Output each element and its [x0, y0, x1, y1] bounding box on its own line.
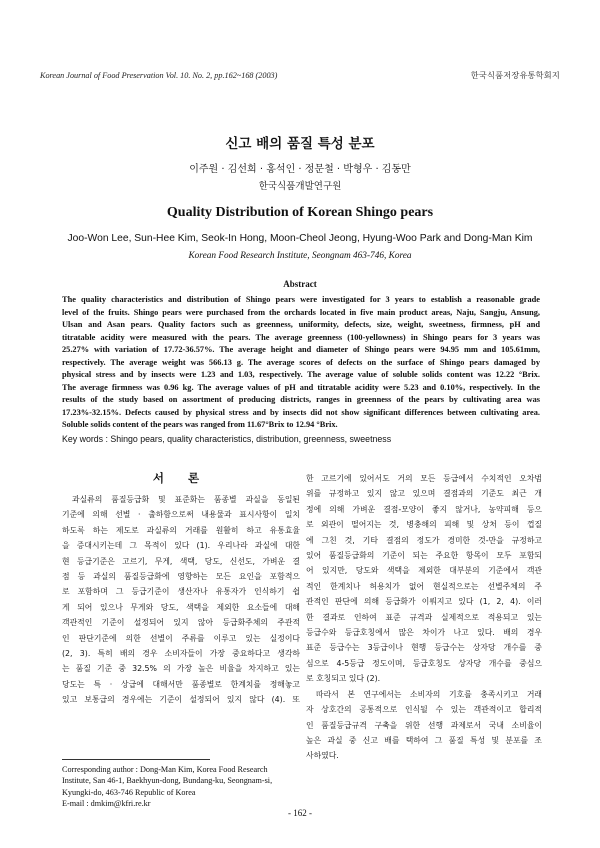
body-line: 높은 과실 중 신고 배를 택하여 그 품질 특성 및 분포를 조 — [306, 735, 542, 745]
body-line: 당도는 특 · 상급에 대해서만 품종별로 한계치를 정해놓고 — [62, 679, 300, 689]
body-line: 자 상호간의 공통적으로 인식될 수 있는 객관적이고 합리적 — [306, 705, 542, 715]
footnote-line: Kyungki-do, 463-746 Republic of Korea — [62, 787, 196, 797]
authors-korean: 이주원 · 김선희 · 홍석인 · 정문철 · 박형우 · 김동만 — [189, 164, 411, 175]
running-header — [40, 70, 560, 81]
footnote-line: Institute, San 46-1, Baekhyun-dong, Bundang-ku, Seongnam-si, — [62, 776, 273, 786]
body-line: 한 고르기에 있어서도 거의 모든 등급에서 수치적인 오차범 — [306, 474, 542, 483]
body-line: 에 그친 것, 기타 결점의 정도가 경미한 것-만을 규정하고 — [306, 535, 542, 545]
authors-english: Joo-Won Lee, Sun-Hee Kim, Seok-In Hong, Moon-Cheol Jeong, Hyung-Woo Park and Dong-Man Kim — [67, 233, 533, 244]
body-line: 위를 규정하고 있지 않고 있으며 결점과의 기준도 최근 개 — [306, 489, 542, 499]
body-line: 과실류의 품질등급화 및 표준화는 품종별 과실을 동일된 — [72, 495, 300, 504]
body-line: 점 등 과실의 품질등급화에 영향하는 모든 요인을 포함적으 — [62, 572, 300, 582]
body-line: 있어 품질등급화의 기준이 되는 주요한 항목이 모두 포함되 — [306, 551, 542, 561]
keywords-label: Key words : — [62, 434, 108, 444]
body-line: 기준에 의해 선별 · 출하함으로써 내용물과 표시사항이 일치 — [62, 510, 300, 520]
title-english: Quality Distribution of Korean Shingo pears — [166, 205, 434, 220]
body-line: 로 외관이 떨어지는 것, 병충해의 피해 및 상처 등이 껍질 — [306, 520, 542, 530]
body-line: 따라서 본 연구에서는 소비자의 기호를 충족시키고 거래 — [316, 689, 542, 699]
body-line: 객관적인 기준이 설정되어 있지 않아 등급화주체의 주관적 — [62, 618, 300, 628]
body-line: 표준 등급수는 3등급이나 현행 등급수는 상자당 개수를 중 — [306, 643, 542, 653]
body-line: 있고 보통급의 경우에는 기준이 설정되어 있지 않다 (4). 또 — [62, 695, 300, 705]
body-line: 어 있지만, 당도와 색택을 제외한 대부분의 기준에서 객관 — [306, 566, 542, 576]
body-line: 인 품질등급규격 구축을 위한 선행 과제로서 국내 소비율이 — [306, 720, 542, 730]
institution-korean: 한국식품개발연구원 — [258, 181, 342, 192]
abstract-line: titratable acidity were measured with the pears. The average greenness (100-yellowness) in Shingo pears for 3 years was — [62, 332, 540, 342]
body-line: 인 판단기준에 의한 선별이 주류를 이루고 있는 실정이다 — [62, 633, 300, 643]
body-column-right — [306, 471, 542, 764]
body-line: 로 포함하며 그 등급기준이 생산자나 유통자가 인식하기 쉽 — [62, 587, 300, 597]
corresponding-author-footnote — [62, 764, 302, 810]
abstract-heading: Abstract — [283, 279, 317, 289]
body-line: (2, 3). 특히 배의 경우 소비자들이 가장 중요하다고 생각하 — [62, 649, 300, 659]
body-line: 등급수와 등급호칭에서 많은 차이가 나고 있다. 배의 경우 — [306, 628, 542, 638]
keywords-list: Shingo pears, quality characteristics, distribution, greenness, sweetness — [110, 434, 392, 444]
keywords — [62, 434, 540, 444]
society-name: 한국식품저장유통학회지 — [470, 70, 560, 80]
abstract-line: physical stress and by insects were 1.23 and 1.03, respectively. The average value of soluble solids content was 12.22 °Brix. — [62, 370, 540, 380]
body-line: 하도록 하는 제도로 과실류의 거래를 원활히 하고 유통효율 — [62, 525, 300, 535]
abstract-line: The average firmness was 0.96 kg. The average values of pH and titratable acidity were 5.23 and 0.10%, respectively. In the — [62, 382, 540, 392]
body-line: 는 품질 기준 중 32.5% 의 가장 높은 비율을 차지하고 있는 — [62, 664, 300, 674]
page-number: - 162 - — [288, 808, 312, 818]
footnote-line: Corresponding author : Dong-Man Kim, Korea Food Research — [62, 765, 268, 774]
body-line: 현 등급기준은 고르기, 무게, 색택, 당도, 신선도, 가벼운 결 — [62, 556, 300, 566]
body-line: 을 증대시키는데 그 목적이 있다 (1). 우리나라 과실에 대한 — [62, 541, 300, 551]
body-line: 로 호칭되고 있다 (2). — [306, 674, 381, 684]
journal-citation: Korean Journal of Food Preservation Vol. 10. No. 2, pp.162~168 (2003) — [40, 71, 278, 80]
body-line: 사하였다. — [306, 751, 339, 761]
body-line: 게 되어 있으나 무게와 당도, 색택을 제외한 요소들에 대해 — [62, 602, 300, 612]
abstract-line: 25.27% with variation of 17.72-36.57%. The average height and diameter of Shingo pears were 94.95 mm and 105.61mm, — [62, 345, 540, 355]
footnote-line: E-mail : dmkim@kfri.re.kr — [62, 799, 151, 809]
body-line: 한 결과로 인하여 표준 규격과 실제적으로 적용되고 있는 — [306, 612, 542, 622]
abstract-line: The quality characteristics and distribution of Shingo pears were investigated for 3 years to establish a reasonable grade — [62, 295, 540, 304]
body-line: 관적인 판단에 의해 등급화가 이뤄지고 있다 (1, 2, 4). 이러 — [306, 597, 542, 607]
title-korean: 신고 배의 품질 특성 분포 — [225, 136, 375, 152]
body-line: 적인 한계치나 허용치가 없어 현실적으로는 선별주체의 주 — [306, 581, 542, 591]
abstract-body — [62, 294, 540, 432]
abstract-line: 17.23%-32.15%. Defects caused by physical stress and by insects did not show significant differences between cultivating area. — [62, 407, 540, 417]
abstract-line: Ulsan and Asan pears. Quality factors such as greenness, uniformity, defects, size, weight, sweetness, firmness, pH and — [62, 320, 540, 330]
body-line: 심으로 4-5등급 정도이며, 등급호칭도 상자당 개수를 중심으 — [306, 658, 542, 668]
institution-english: Korean Food Research Institute, Seongnam 463-746, Korea — [188, 251, 412, 261]
section-title-introduction: 서 론 — [152, 471, 210, 485]
footnote-divider — [62, 759, 210, 760]
abstract-line: level of the fruits. Shingo pears were purchased from the orchards located in five main product areas, Naju, Sangju, Ansung, — [62, 307, 540, 317]
abstract-line: Soluble solids content of the pears was ranged from 11.67°Brix to 12.94 °Brix. — [62, 420, 338, 430]
body-line: 정에 의해 가벼운 결점-모양이 좋지 않거나, 농약피해 등으 — [306, 504, 542, 514]
body-column-left — [62, 492, 300, 708]
abstract-line: respectively. The average weight was 566.13 g. The average scores of defects on the surface of Shingo pears damaged by — [62, 357, 540, 367]
abstract-line: results of the study based on assortment of producing districts, ranges in greenness of the pears by cultivating area was — [62, 395, 540, 405]
